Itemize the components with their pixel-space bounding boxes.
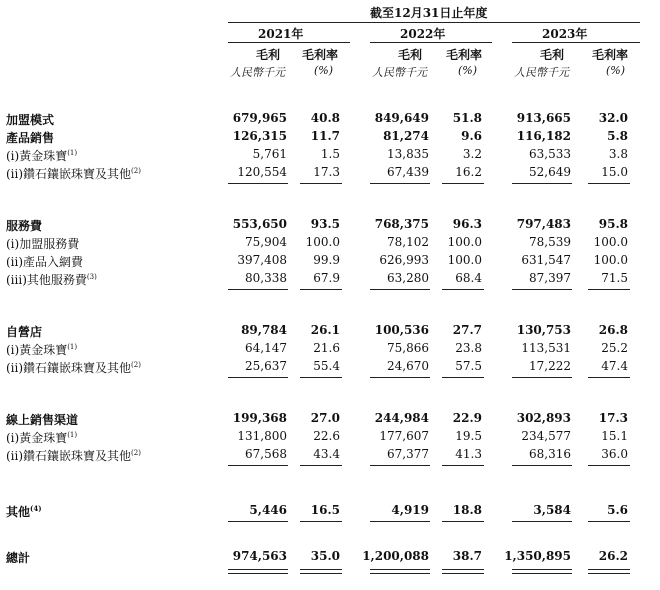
- gross-margin-cell: 22.9: [452, 411, 482, 425]
- gross-margin-cell: 15.1: [601, 429, 628, 443]
- total-double-rule: [588, 569, 630, 574]
- gross-profit-cell: 89,784: [241, 323, 287, 337]
- unit-margin-2022: (%): [458, 64, 478, 77]
- gross-profit-cell: 4,919: [391, 503, 429, 517]
- row-label-text: (ii)鑽石鑲嵌珠寶及其他: [6, 167, 132, 181]
- col-margin-2022: 毛利率: [446, 48, 483, 62]
- gross-margin-cell: 93.5: [310, 217, 340, 231]
- unit-margin-2023: (%): [606, 64, 626, 77]
- gross-profit-cell: 13,835: [387, 147, 429, 161]
- gross-profit-cell: 797,483: [516, 217, 571, 231]
- row-label: [6, 429, 77, 446]
- col-margin-2021: 毛利率: [302, 48, 339, 62]
- footnote-marker: (1): [67, 431, 78, 439]
- gross-margin-cell: 17.3: [313, 165, 340, 179]
- subtotal-rule: [588, 377, 630, 378]
- gross-margin-cell: 9.6: [461, 129, 482, 143]
- row-label-text: (i)黃金珠寶: [6, 431, 68, 445]
- year-2023: 2023年: [542, 27, 588, 41]
- gross-profit-cell: 5,761: [252, 147, 287, 161]
- gross-profit-cell: 244,984: [374, 411, 429, 425]
- footnote-marker: (2): [131, 361, 141, 369]
- subtotal-rule: [228, 465, 288, 466]
- subtotal-rule: [512, 183, 572, 184]
- gross-profit-cell: 631,547: [521, 253, 571, 267]
- total-double-rule: [512, 569, 572, 574]
- row-label: [6, 323, 42, 340]
- footnote-marker: (3): [86, 273, 97, 281]
- gross-margin-cell: 35.0: [310, 549, 340, 563]
- unit-gross-2022: 人民幣千元: [372, 66, 427, 79]
- gross-margin-cell: 5.6: [607, 503, 628, 517]
- subtotal-rule: [512, 521, 572, 522]
- row-label: [6, 165, 141, 182]
- gross-profit-cell: 78,102: [387, 235, 429, 249]
- subtotal-rule: [370, 465, 430, 466]
- gross-profit-cell: 78,539: [529, 235, 571, 249]
- row-label-text: 線上銷售渠道: [6, 413, 79, 427]
- row-label-text: 產品銷售: [6, 131, 55, 145]
- gross-profit-cell: 302,893: [516, 411, 571, 425]
- subtotal-rule: [300, 521, 342, 522]
- gross-margin-cell: 26.8: [598, 323, 628, 337]
- row-label: [6, 129, 54, 146]
- gross-profit-cell: 64,147: [245, 341, 287, 355]
- gross-margin-cell: 68.4: [455, 271, 482, 285]
- subtotal-rule: [512, 377, 572, 378]
- gross-profit-cell: 626,993: [379, 253, 429, 267]
- gross-margin-cell: 27.7: [452, 323, 482, 337]
- row-label: [6, 341, 77, 358]
- subtotal-rule: [300, 465, 342, 466]
- row-label-text: (i)黃金珠寶: [6, 343, 68, 357]
- gross-profit-cell: 87,397: [529, 271, 571, 285]
- gross-margin-cell: 67.9: [313, 271, 340, 285]
- gross-margin-cell: 96.3: [452, 217, 482, 231]
- gross-margin-cell: 71.5: [601, 271, 628, 285]
- gross-margin-cell: 100.0: [447, 253, 482, 267]
- gross-margin-cell: 57.5: [455, 359, 482, 373]
- gross-profit-cell: 679,965: [232, 111, 287, 125]
- gross-profit-cell: 116,182: [516, 129, 571, 143]
- subtotal-rule: [228, 183, 288, 184]
- footnote-marker: (2): [131, 449, 141, 457]
- gross-profit-cell: 63,533: [529, 147, 571, 161]
- row-label: [6, 111, 54, 128]
- row-label: [6, 447, 141, 464]
- gross-margin-cell: 43.4: [313, 447, 340, 461]
- gross-margin-cell: 47.4: [601, 359, 628, 373]
- row-label-text: (iii)其他服務費: [6, 273, 87, 287]
- gross-profit-cell: 100,536: [374, 323, 429, 337]
- gross-profit-cell: 81,274: [383, 129, 429, 143]
- col-gross-2023: 毛利: [540, 48, 565, 62]
- gross-margin-cell: 99.9: [313, 253, 340, 267]
- row-label-text: (ii)產品入網費: [6, 255, 84, 269]
- subtotal-rule: [300, 183, 342, 184]
- subtotal-rule: [370, 183, 430, 184]
- gross-margin-cell: 22.6: [313, 429, 340, 443]
- gross-margin-cell: 5.8: [607, 129, 628, 143]
- subtotal-rule: [512, 465, 572, 466]
- gross-profit-cell: 67,439: [387, 165, 429, 179]
- subtotal-rule: [442, 183, 484, 184]
- row-label: [6, 549, 30, 566]
- gross-profit-cell: 3,584: [533, 503, 571, 517]
- row-label: [6, 503, 42, 520]
- gross-profit-cell: 131,800: [237, 429, 287, 443]
- row-label: [6, 359, 141, 376]
- gross-profit-cell: 130,753: [516, 323, 571, 337]
- unit-gross-2021: 人民幣千元: [230, 66, 285, 79]
- gross-margin-cell: 51.8: [452, 111, 482, 125]
- col-margin-2023: 毛利率: [592, 48, 629, 62]
- row-label: [6, 235, 79, 252]
- unit-gross-2023: 人民幣千元: [514, 66, 569, 79]
- gross-profit-cell: 67,568: [245, 447, 287, 461]
- gross-profit-cell: 80,338: [245, 271, 287, 285]
- row-label: [6, 411, 78, 428]
- gross-margin-cell: 100.0: [447, 235, 482, 249]
- gross-margin-cell: 1.5: [320, 147, 340, 161]
- row-label: [6, 147, 77, 164]
- period-header: 截至12月31日止年度: [370, 6, 488, 20]
- gross-margin-cell: 18.8: [452, 503, 482, 517]
- row-label-text: (ii)鑽石鑲嵌珠寶及其他: [6, 361, 132, 375]
- gross-margin-cell: 41.3: [455, 447, 482, 461]
- subtotal-rule: [228, 521, 288, 522]
- col-gross-2022: 毛利: [398, 48, 423, 62]
- row-label-text: 總計: [6, 551, 31, 565]
- gross-profit-cell: 199,368: [232, 411, 287, 425]
- gross-margin-cell: 25.2: [601, 341, 628, 355]
- row-label: [6, 253, 83, 270]
- subtotal-rule: [300, 289, 342, 290]
- subtotal-rule: [442, 465, 484, 466]
- gross-margin-cell: 27.0: [310, 411, 340, 425]
- row-label-text: (ii)鑽石鑲嵌珠寶及其他: [6, 449, 132, 463]
- gross-margin-cell: 16.2: [455, 165, 482, 179]
- unit-margin-2021: (%): [314, 64, 334, 77]
- gross-profit-cell: 913,665: [516, 111, 571, 125]
- subtotal-rule: [588, 521, 630, 522]
- gross-profit-cell: 553,650: [232, 217, 287, 231]
- subtotal-rule: [588, 465, 630, 466]
- gross-margin-cell: 95.8: [598, 217, 628, 231]
- gross-profit-cell: 68,316: [529, 447, 571, 461]
- year-2021: 2021年: [258, 27, 304, 41]
- header-rule: [228, 22, 640, 23]
- gross-margin-cell: 16.5: [310, 503, 340, 517]
- subtotal-rule: [370, 521, 430, 522]
- subtotal-rule: [370, 377, 430, 378]
- year-rule-2021: [228, 42, 350, 43]
- subtotal-rule: [442, 521, 484, 522]
- footnote-marker: (1): [67, 343, 78, 351]
- gross-margin-cell: 38.7: [452, 549, 482, 563]
- gross-profit-cell: 768,375: [374, 217, 429, 231]
- gross-margin-cell: 26.1: [310, 323, 340, 337]
- total-double-rule: [370, 569, 430, 574]
- subtotal-rule: [228, 377, 288, 378]
- gross-profit-cell: 63,280: [387, 271, 429, 285]
- gross-profit-cell: 849,649: [374, 111, 429, 125]
- gross-profit-cell: 1,350,895: [504, 549, 571, 563]
- subtotal-rule: [588, 183, 630, 184]
- gross-margin-cell: 32.0: [598, 111, 628, 125]
- gross-profit-cell: 25,637: [245, 359, 287, 373]
- gross-profit-cell: 75,866: [387, 341, 429, 355]
- row-label: [6, 271, 97, 288]
- gross-margin-cell: 100.0: [305, 235, 340, 249]
- total-double-rule: [300, 569, 342, 574]
- year-rule-2023: [512, 42, 640, 43]
- gross-profit-cell: 177,607: [379, 429, 429, 443]
- gross-margin-cell: 17.3: [598, 411, 628, 425]
- gross-margin-cell: 15.0: [601, 165, 628, 179]
- gross-margin-cell: 21.6: [313, 341, 340, 355]
- year-rule-2022: [370, 42, 492, 43]
- row-label-text: 加盟模式: [6, 113, 55, 127]
- gross-profit-cell: 5,446: [249, 503, 287, 517]
- gross-margin-cell: 26.2: [598, 549, 628, 563]
- gross-profit-cell: 974,563: [232, 549, 287, 563]
- total-double-rule: [442, 569, 484, 574]
- gross-margin-cell: 11.7: [310, 129, 340, 143]
- subtotal-rule: [442, 377, 484, 378]
- row-label-text: (i)加盟服務費: [6, 237, 80, 251]
- gross-margin-cell: 19.5: [455, 429, 482, 443]
- gross-margin-cell: 23.8: [455, 341, 482, 355]
- gross-profit-cell: 397,408: [237, 253, 287, 267]
- subtotal-rule: [300, 377, 342, 378]
- subtotal-rule: [370, 289, 430, 290]
- gross-margin-cell: 36.0: [601, 447, 628, 461]
- gross-profit-cell: 17,222: [529, 359, 571, 373]
- footnote-marker: (1): [67, 149, 78, 157]
- row-label: [6, 217, 42, 234]
- subtotal-rule: [442, 289, 484, 290]
- gross-profit-cell: 234,577: [521, 429, 571, 443]
- subtotal-rule: [512, 289, 572, 290]
- gross-profit-cell: 113,531: [521, 341, 571, 355]
- gross-margin-cell: 40.8: [310, 111, 340, 125]
- gross-margin-cell: 55.4: [313, 359, 340, 373]
- gross-profit-cell: 75,904: [245, 235, 287, 249]
- footnote-marker: (4): [30, 504, 42, 513]
- gross-margin-cell: 100.0: [593, 235, 628, 249]
- gross-margin-cell: 3.8: [608, 147, 628, 161]
- footnote-marker: (2): [131, 167, 141, 175]
- gross-profit-cell: 126,315: [232, 129, 287, 143]
- row-label-text: (i)黃金珠寶: [6, 149, 68, 163]
- subtotal-rule: [228, 289, 288, 290]
- gross-profit-cell: 52,649: [529, 165, 571, 179]
- row-label-text: 其他: [6, 505, 31, 519]
- gross-profit-cell: 1,200,088: [362, 549, 429, 563]
- gross-profit-cell: 67,377: [387, 447, 429, 461]
- row-label-text: 服務費: [6, 219, 43, 233]
- row-label-text: 自營店: [6, 325, 43, 339]
- total-double-rule: [228, 569, 288, 574]
- gross-profit-cell: 120,554: [237, 165, 287, 179]
- gross-profit-cell: 24,670: [387, 359, 429, 373]
- year-2022: 2022年: [400, 27, 446, 41]
- col-gross-2021: 毛利: [256, 48, 281, 62]
- gross-margin-cell: 3.2: [462, 147, 482, 161]
- gross-margin-cell: 100.0: [593, 253, 628, 267]
- subtotal-rule: [588, 289, 630, 290]
